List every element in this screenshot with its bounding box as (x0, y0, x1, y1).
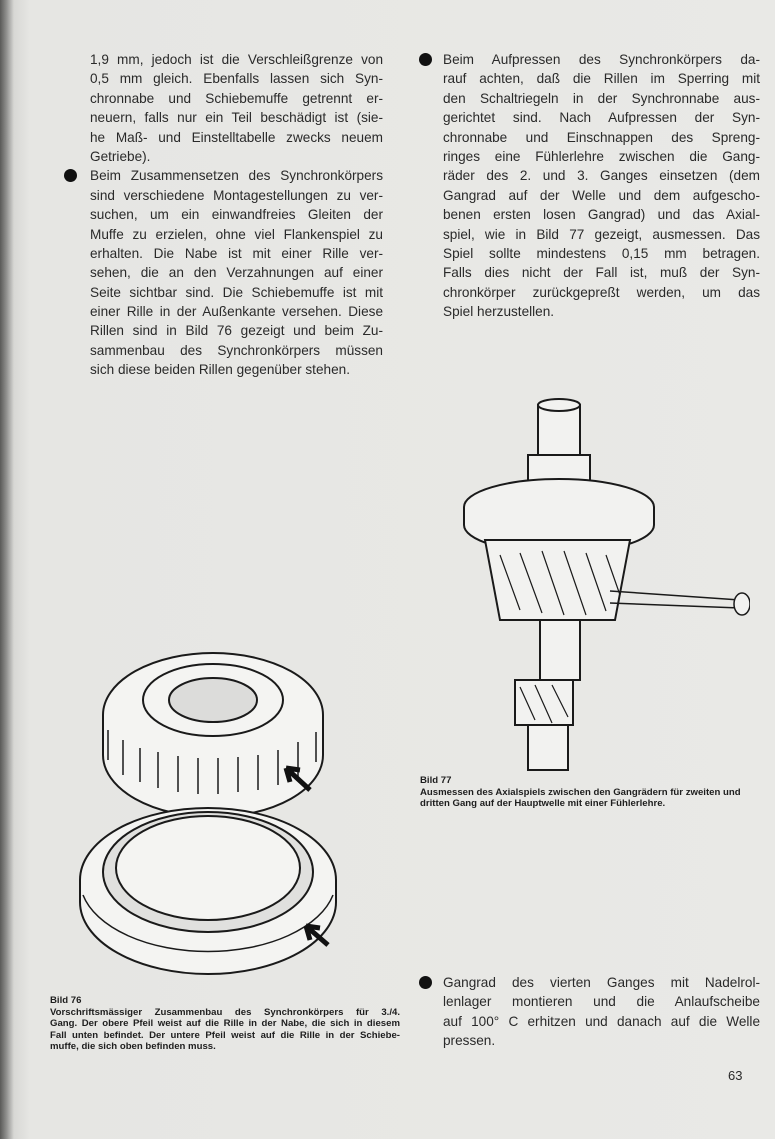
text-line: sehen, die an den Verzahnungen auf einer (90, 265, 383, 281)
text-line: Gangrad auf der Welle und dem aufgescho- (443, 187, 760, 203)
text-line: Muffe zu erzielen, ohne viel Flankenspiel zu (90, 226, 383, 242)
bullet-icon (419, 53, 432, 66)
text-line: Seite sichtbar sind. Die Schiebemuffe ist mit (90, 284, 383, 300)
right-column (443, 50, 760, 321)
page-number: 63 (728, 1068, 743, 1083)
text-line: erhalten. Die Nabe ist mit einer Rille ver- (90, 245, 383, 261)
text-line: pressen. (443, 1033, 496, 1049)
text-line: spiel, wie in Bild 77 gezeigt, ausmessen. Das (443, 226, 760, 242)
text-line: neuern, falls nur ein Teil beschädigt ist (sie- (90, 110, 383, 126)
bottom-right-paragraph (443, 973, 760, 1051)
text-line: den Schaltriegeln in der Synchronnabe aus- (443, 90, 760, 106)
text-line: 1,9 mm, jedoch ist die Verschleißgrenze von (90, 52, 383, 67)
figure-77-label: Bild 77 (420, 775, 452, 786)
text-line: Spiel herzustellen. (443, 304, 555, 320)
text-line: sich diese beiden Rillen gegenüber stehen. (90, 362, 350, 378)
bullet-icon (419, 976, 432, 989)
figure-76-label: Bild 76 (50, 995, 82, 1006)
paragraph (443, 973, 760, 1051)
figure-77-mainshaft-feeler-gauge-illustration (460, 395, 750, 775)
figure-77-caption (420, 775, 741, 810)
text-line: Gangrad des vierten Ganges mit Nadelrol- (443, 975, 760, 990)
text-line: Falls dies nicht der Fall ist, muß der Syn- (443, 265, 760, 281)
paragraph (90, 166, 383, 379)
text-line: Rillen sind in Bild 76 gezeigt und beim Zu- (90, 323, 383, 339)
text-line: he Maß- und Einstelltabelle zwecks neuem (90, 129, 383, 145)
text-line: chronnabe und Schiebemuffe getrennt er- (90, 90, 383, 106)
text-line: gerichtet sind. Nach Aufpressen der Syn- (443, 110, 760, 126)
caption-line: Gang. Der obere Pfeil weist auf die Rille in der Nabe, die sich in diesem (50, 1018, 400, 1030)
figure-76-caption (50, 995, 400, 1053)
paragraph (443, 50, 760, 321)
text-line: auf 100° C erhitzen und danach auf die Welle (443, 1013, 760, 1029)
figure-76-synchro-hub-illustration (78, 640, 368, 990)
text-line: suchen, um ein einwandfreies Gleiten der (90, 207, 383, 223)
text-line: sammenbau des Synchronkörpers müssen (90, 342, 383, 358)
text-line: räder des 2. und 3. Ganges einsetzen (dem (443, 168, 760, 184)
text-line: rauf achten, daß die Rillen im Sperring mit (443, 71, 760, 87)
text-line: ringes eine Fühlerlehre zwischen die Gang- (443, 148, 760, 164)
caption-line: Ausmessen des Axialspiels zwischen den Gangrädern für zweiten und (420, 786, 741, 798)
text-line: Getriebe). (90, 148, 151, 164)
text-line: chronkörper zurückgepreßt werden, um das (443, 284, 760, 300)
text-line: 0,5 mm gleich. Ebenfalls lassen sich Syn- (90, 71, 383, 87)
text-line: sind verschiedene Montagestellungen zu ver- (90, 187, 383, 203)
text-line: Spiel sollte mindestens 0,15 mm betragen. (443, 245, 760, 261)
text-line: lenlager montieren und die Anlaufscheibe (443, 994, 760, 1010)
bullet-icon (64, 169, 77, 182)
caption-line: Vorschriftsmässiger Zusammenbau des Synchronkörpers für 3./4. (50, 1006, 400, 1018)
caption-line: Fall unten befindet. Der untere Pfeil weist auf die Rille in der Schiebe- (50, 1029, 400, 1041)
text-line: einer Rille in der Außenkante versehen. Diese (90, 304, 383, 320)
left-column (90, 50, 383, 380)
text-line: Beim Zusammensetzen des Synchronkörpers (90, 168, 383, 184)
text-line: benen ersten losen Gangrad) und das Axial- (443, 207, 760, 223)
caption-line: muffe, die sich oben befinden muss. (50, 1041, 216, 1053)
caption-line: dritten Gang auf der Hauptwelle mit einer Fühlerlehre. (420, 798, 666, 810)
text-line: chronnabe und Einschnappen des Spreng- (443, 129, 760, 145)
text-line: Beim Aufpressen des Synchronkörpers da- (443, 52, 760, 67)
paragraph (90, 50, 383, 166)
